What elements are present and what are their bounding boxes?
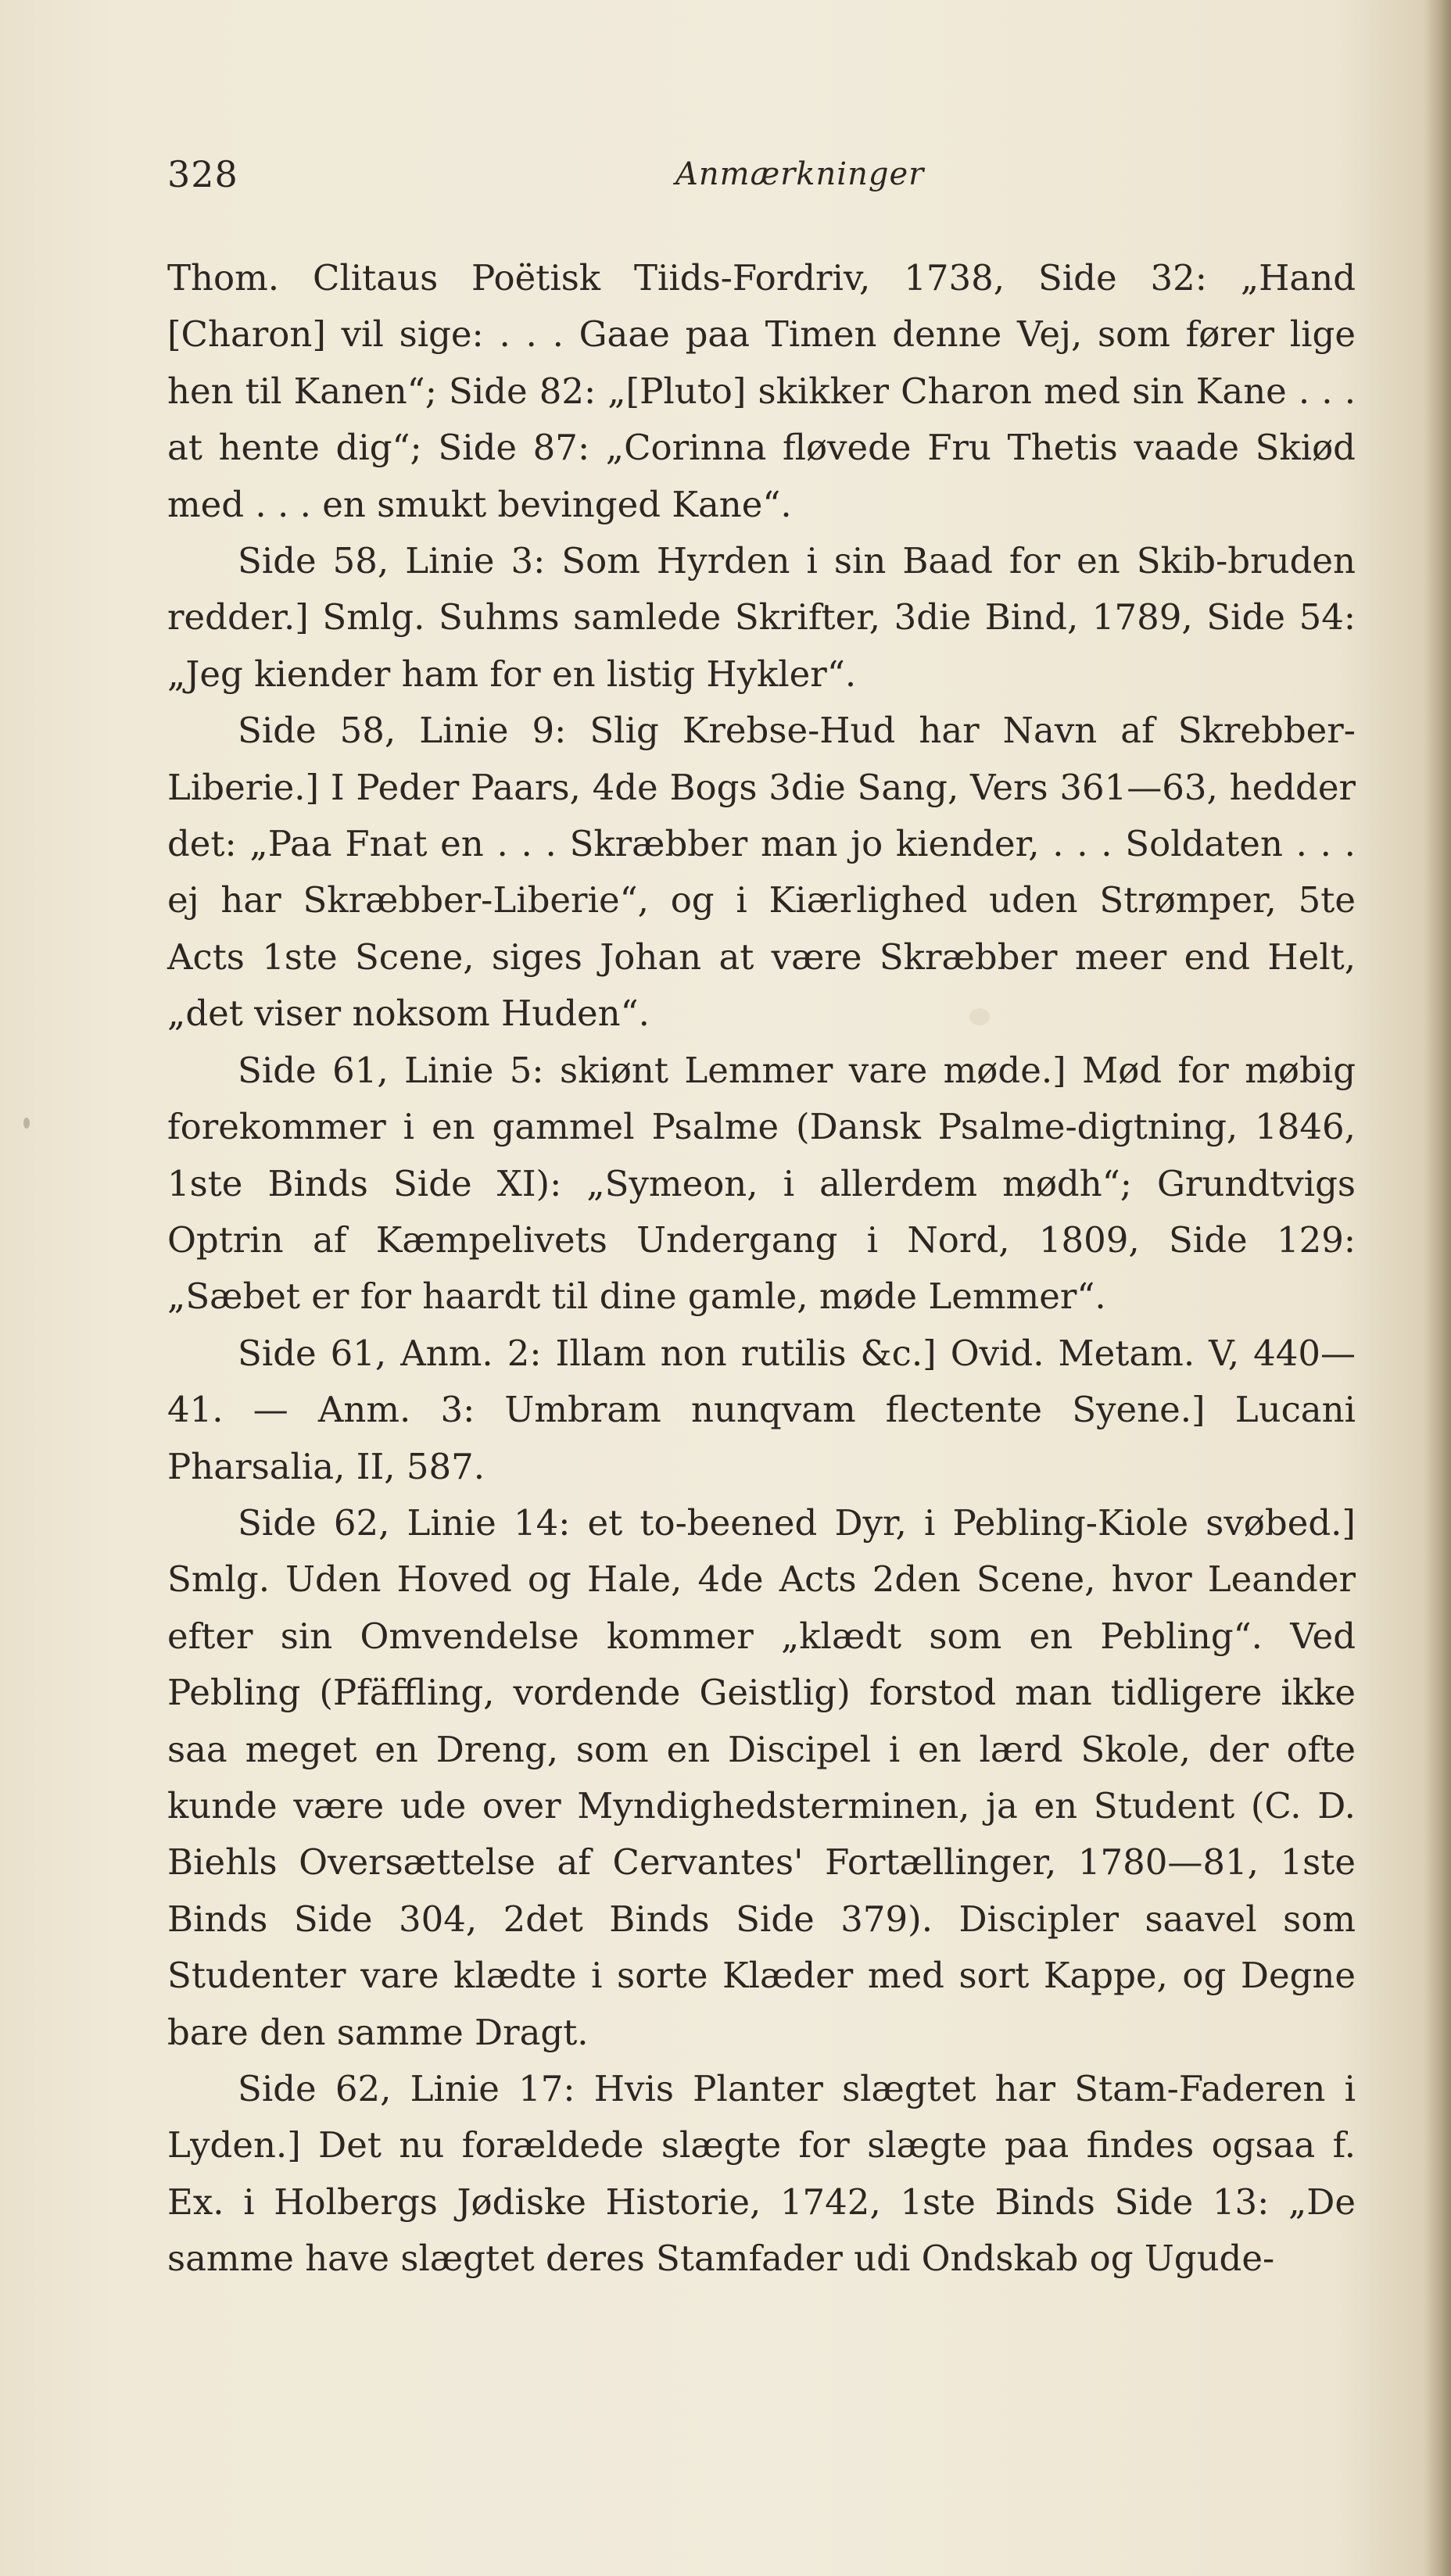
paragraph: Side 62, Linie 14: et to-beened Dyr, i Pebling-Kiole svøbed.] Smlg. Uden Hoved og Hale, 4de Acts 2den Scene, hvor Leander efter sin Omvendelse kommer „klædt som en Pebling“. Ved Pebling (Pfäffling, vordende Geistlig) forstod man tidligere ikke saa meget en Dreng, som en Discipel i en lærd Skole, der ofte kunde være ude over Myndighedsterminen, ja en Student (C. D. Biehls Oversættelse af Cervantes' Fortællinger, 1780—81, 1ste Binds Side 304, 2det Binds Side 379). Discipler saavel som Studenter vare klædte i sorte Klæder med sort Kappe, og Degne bare den samme Dragt.	[167, 1501, 1356, 2053]
page-number: 328	[167, 153, 238, 195]
running-head: Anmærkninger	[675, 156, 925, 192]
paper-stain	[23, 1118, 30, 1129]
page-edge-shadow	[1424, 0, 1451, 2576]
paragraph: Side 61, Anm. 2: Illam non rutilis &c.] Ovid. Metam. V, 440—41. — Anm. 3: Umbram nunqvam flectente Syene.] Lucani Pharsalia, II, 587.	[167, 1332, 1356, 1487]
paragraph: Side 62, Linie 17: Hvis Planter slægtet har Stam-Faderen i Lyden.] Det nu forældede slægte for slægte paa findes ogsaa f. Ex. i Holbergs Jødiske Historie, 1742, 1ste Binds Side 13: „De samme have slægtet deres Stamfader udi Ondskab og Ugude-	[167, 2068, 1356, 2280]
paragraph: Side 61, Linie 5: skiønt Lemmer vare møde.] Mød for møbig forekommer i en gammel Psalme (Dansk Psalme-digtning, 1846, 1ste Binds Side XI): „Symeon, i allerdem mødh“; Grundtvigs Optrin af Kæmpelivets Undergang i Nord, 1809, Side 129: „Sæbet er for haardt til dine gamle, møde Lemmer“.	[167, 1049, 1356, 1318]
paragraph: Thom. Clitaus Poëtisk Tiids-Fordriv, 1738, Side 32: „Hand [Charon] vil sige: . . . Gaae paa Timen denne Vej, som fører lige hen til Kanen“; Side 82: „[Pluto] skikker Charon med sin Kane . . . at hente dig“; Side 87: „Corinna fløvede Fru Thetis vaade Skiød med . . . en smukt bevinged Kane“.	[167, 257, 1356, 525]
annotation-text	[167, 250, 1356, 2288]
paragraph: Side 58, Linie 3: Som Hyrden i sin Baad for en Skib-bruden redder.] Smlg. Suhms samlede Skrifter, 3die Bind, 1789, Side 54: „Jeg kiender ham for en listig Hykler“.	[167, 540, 1356, 695]
paragraph: Side 58, Linie 9: Slig Krebse-Hud har Navn af Skrebber-Liberie.] I Peder Paars, 4de Bogs 3die Sang, Vers 361—63, hedder det: „Paa Fnat en . . . Skræbber man jo kiender, . . . Soldaten . . . ej har Skræbber-Liberie“, og i Kiærlighed uden Strømper, 5te Acts 1ste Scene, siges Johan at være Skræbber meer end Helt, „det viser noksom Huden“.	[167, 710, 1356, 1035]
page-header	[167, 153, 1340, 208]
